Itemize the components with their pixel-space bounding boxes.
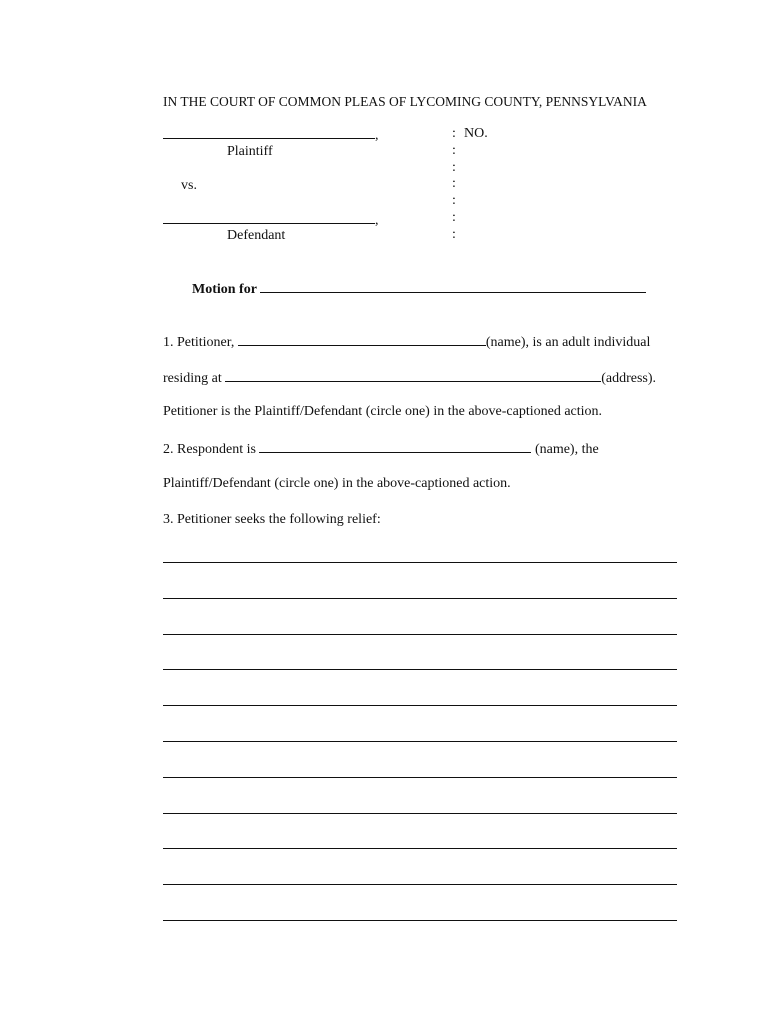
relief-line[interactable] bbox=[163, 598, 677, 599]
caption-colon: : bbox=[452, 209, 456, 225]
relief-line[interactable] bbox=[163, 777, 677, 778]
defendant-name-field[interactable] bbox=[163, 211, 379, 229]
caption-colon-column bbox=[452, 126, 456, 244]
paragraph-1 bbox=[163, 333, 650, 351]
p2-name-hint: (name), the bbox=[531, 442, 599, 457]
caption-colon: : bbox=[452, 142, 456, 158]
caption-colon: : bbox=[452, 193, 456, 209]
p1b-text: residing at bbox=[163, 371, 226, 386]
petitioner-name-blank[interactable] bbox=[238, 333, 486, 346]
p1-text: 1. Petitioner, bbox=[163, 335, 238, 350]
plaintiff-comma: , bbox=[375, 128, 379, 143]
caption-colon: : bbox=[452, 226, 456, 242]
case-number-label: NO. bbox=[464, 126, 488, 141]
plaintiff-name-blank[interactable] bbox=[163, 126, 375, 139]
vs-label: vs. bbox=[181, 178, 197, 193]
defendant-comma: , bbox=[375, 213, 379, 228]
p2-text: 2. Respondent is bbox=[163, 442, 260, 457]
motion-title-blank[interactable] bbox=[260, 280, 646, 293]
relief-line[interactable] bbox=[163, 741, 677, 742]
relief-line[interactable] bbox=[163, 884, 677, 885]
court-title: IN THE COURT OF COMMON PLEAS OF LYCOMING COUNTY, PENNSYLVANIA bbox=[163, 94, 647, 109]
relief-line[interactable] bbox=[163, 562, 677, 563]
paragraph-2 bbox=[163, 440, 599, 458]
relief-line[interactable] bbox=[163, 705, 677, 706]
motion-title-row bbox=[192, 280, 646, 298]
motion-label: Motion for bbox=[192, 282, 257, 297]
paragraph-2-role: Plaintiff/Defendant (circle one) in the above-captioned action. bbox=[163, 476, 511, 491]
p1b-address-hint: (address). bbox=[601, 371, 657, 386]
relief-line[interactable] bbox=[163, 669, 677, 670]
plaintiff-label: Plaintiff bbox=[227, 144, 273, 159]
caption-colon: : bbox=[452, 126, 456, 141]
relief-line[interactable] bbox=[163, 634, 677, 635]
relief-line[interactable] bbox=[163, 813, 677, 814]
relief-line[interactable] bbox=[163, 920, 677, 921]
paragraph-1-address bbox=[163, 369, 656, 387]
p1-name-hint: (name), is an adult individual bbox=[485, 335, 651, 350]
respondent-name-blank[interactable] bbox=[259, 440, 531, 453]
defendant-label: Defendant bbox=[227, 228, 286, 243]
petitioner-address-blank[interactable] bbox=[225, 369, 601, 382]
caption-colon: : bbox=[452, 159, 456, 175]
paragraph-3: 3. Petitioner seeks the following relief: bbox=[163, 512, 381, 527]
paragraph-1-role: Petitioner is the Plaintiff/Defendant (circle one) in the above-captioned action. bbox=[163, 404, 603, 419]
relief-line[interactable] bbox=[163, 848, 677, 849]
defendant-name-blank[interactable] bbox=[163, 211, 375, 224]
caption-colon: : bbox=[452, 176, 456, 192]
plaintiff-name-field[interactable] bbox=[163, 126, 379, 144]
